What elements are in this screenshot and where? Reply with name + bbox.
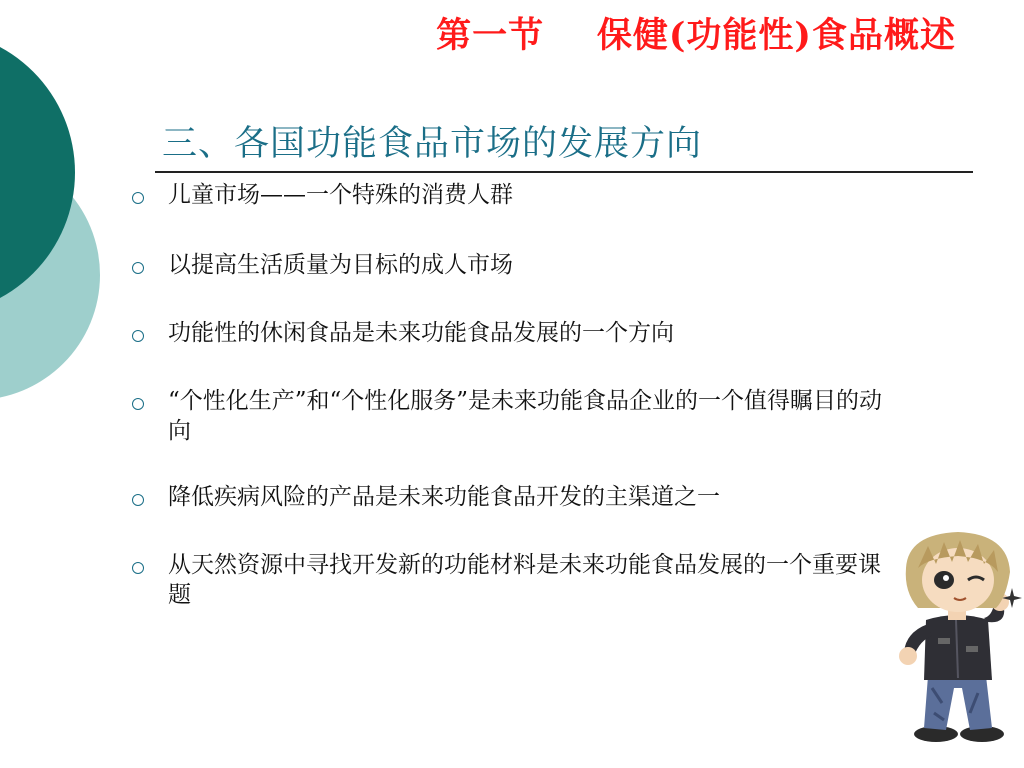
section-subtitle: 三、各国功能食品市场的发展方向 [162, 124, 703, 164]
list-item [132, 482, 892, 512]
bullet-text: 儿童市场——一个特殊的消费人群 [168, 182, 513, 208]
bullet-text: 从天然资源中寻找开发新的功能材料是未来功能食品发展的一个重要课题 [168, 552, 881, 608]
bullet-text: 降低疾病风险的产品是未来功能食品开发的主渠道之一 [168, 484, 720, 510]
title-divider [155, 171, 973, 173]
list-item [132, 386, 892, 446]
slide-title: 第一节 保健(功能性)食品概述 [436, 15, 956, 56]
bullet-icon [132, 562, 144, 574]
list-item [132, 550, 892, 610]
bullet-icon [132, 494, 144, 506]
list-item [132, 180, 892, 210]
bullet-text: 功能性的休闲食品是未来功能食品发展的一个方向 [168, 320, 674, 346]
bullet-icon [132, 330, 144, 342]
list-item [132, 250, 892, 280]
cartoon-boy-illustration [888, 528, 1024, 748]
bullet-icon [132, 192, 144, 204]
bullet-icon [132, 262, 144, 274]
bullet-icon [132, 398, 144, 410]
bullet-text: “个性化生产”和“个性化服务”是未来功能食品企业的一个值得瞩目的动向 [168, 388, 883, 444]
list-item [132, 318, 892, 348]
bullet-text: 以提高生活质量为目标的成人市场 [168, 252, 513, 278]
